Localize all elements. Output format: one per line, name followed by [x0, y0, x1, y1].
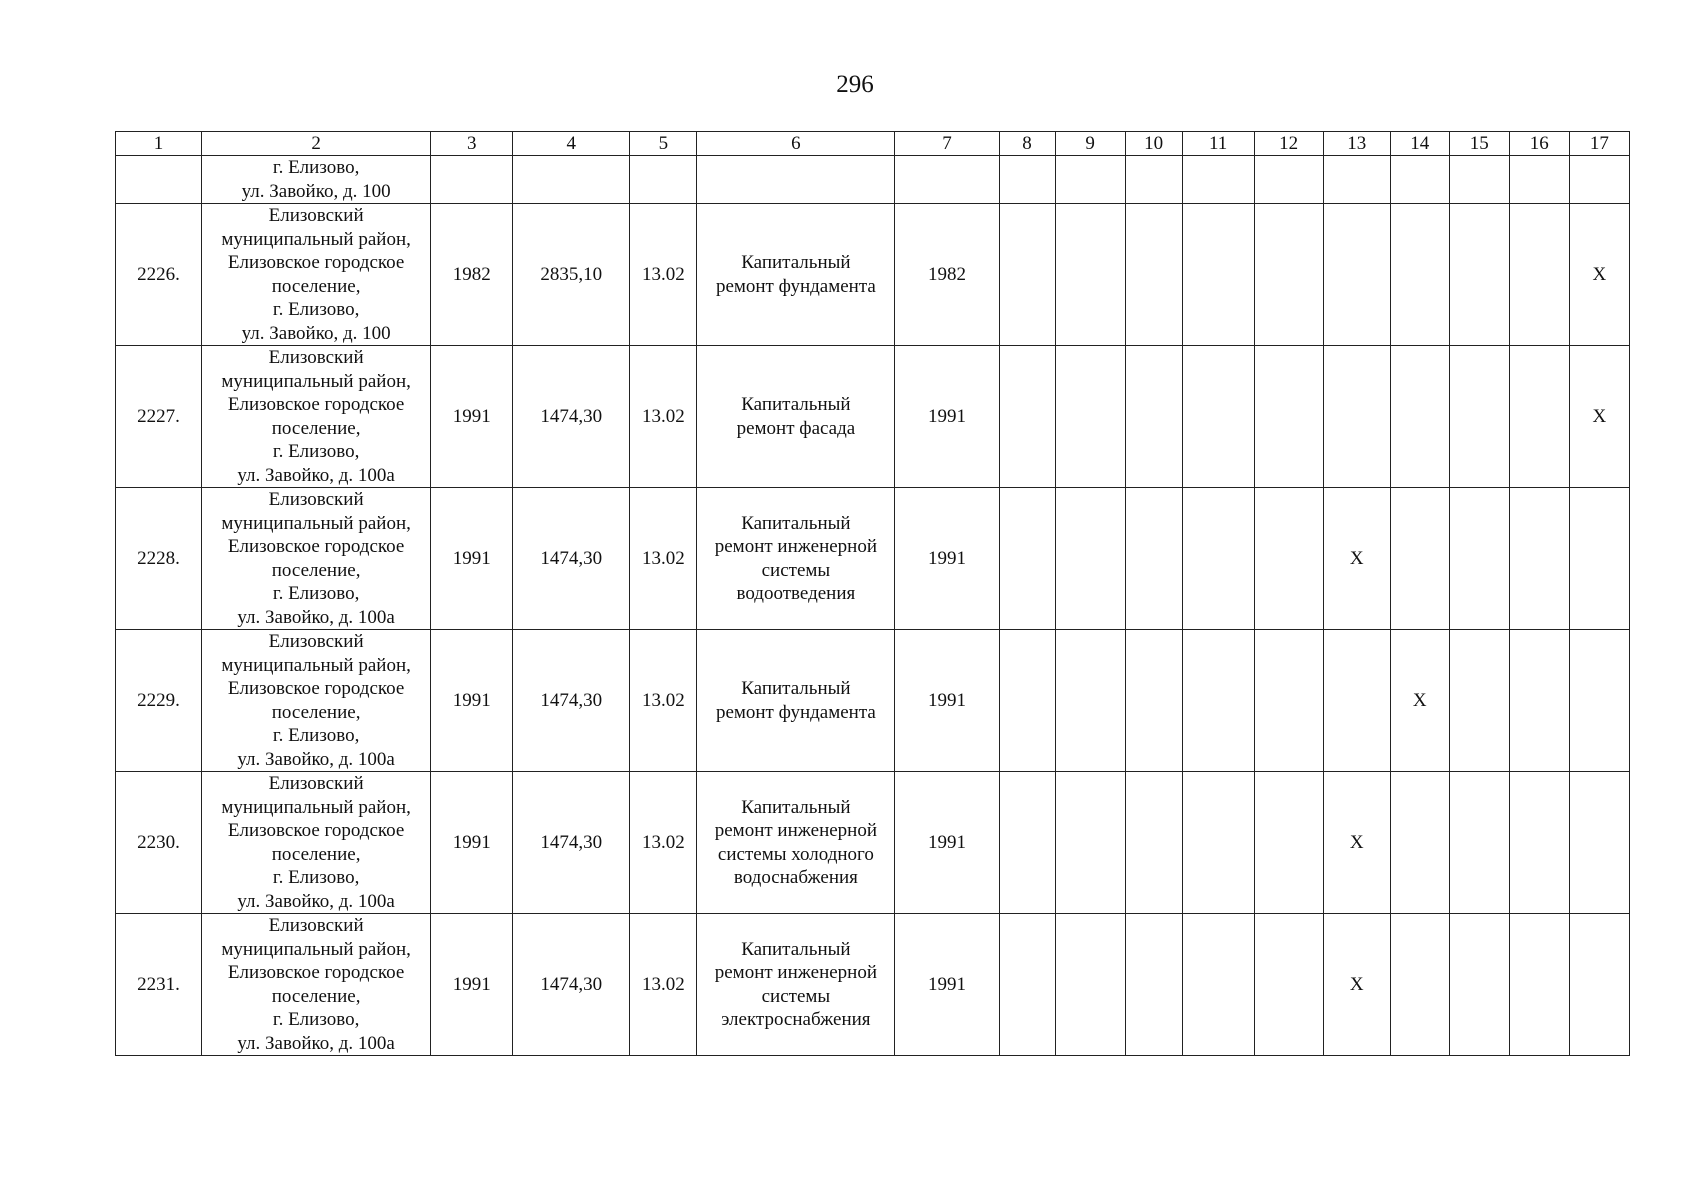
- column-header: 16: [1509, 132, 1569, 156]
- period-cell: [1125, 346, 1182, 488]
- year-cell: 1982: [431, 204, 513, 346]
- row-number-cell: [116, 156, 202, 204]
- period-cell: [1569, 772, 1629, 914]
- period-cell: [1509, 204, 1569, 346]
- column-header: 3: [431, 132, 513, 156]
- year-cell: 1991: [431, 914, 513, 1056]
- period-cell: [1449, 346, 1509, 488]
- period-cell: [1055, 772, 1125, 914]
- row-number-cell: 2229.: [116, 630, 202, 772]
- column-header: 2: [202, 132, 431, 156]
- period-cell: [1254, 346, 1323, 488]
- period-cell: [1569, 488, 1629, 630]
- code-cell: 13.02: [630, 346, 697, 488]
- address-cell: Елизовский муниципальный район, Елизовское городское поселение, г. Елизово, ул. Завойко, д. 100а: [202, 346, 431, 488]
- period-cell: [999, 630, 1055, 772]
- work-type-cell: Капитальный ремонт фасада: [697, 346, 895, 488]
- year-cell: 1991: [431, 630, 513, 772]
- period-cell: [999, 156, 1055, 204]
- period-cell: [1182, 488, 1254, 630]
- area-cell: 1474,30: [513, 772, 630, 914]
- period-cell: [1055, 914, 1125, 1056]
- period-cell: [1449, 772, 1509, 914]
- period-cell: [1125, 156, 1182, 204]
- work-year-cell: 1991: [895, 346, 999, 488]
- code-cell: 13.02: [630, 914, 697, 1056]
- page-number: 296: [836, 71, 874, 98]
- table-row: [116, 204, 1630, 346]
- period-cell: [1055, 204, 1125, 346]
- period-cell: [1323, 346, 1390, 488]
- period-cell: [1125, 914, 1182, 1056]
- period-cell: [1055, 488, 1125, 630]
- work-type-cell: Капитальный ремонт инженерной системы электроснабжения: [697, 914, 895, 1056]
- period-cell: [1254, 156, 1323, 204]
- period-cell: [1509, 346, 1569, 488]
- work-year-cell: 1991: [895, 630, 999, 772]
- work-type-cell: Капитальный ремонт инженерной системы холодного водоснабжения: [697, 772, 895, 914]
- column-header: 14: [1390, 132, 1449, 156]
- column-header: 13: [1323, 132, 1390, 156]
- period-cell: [999, 488, 1055, 630]
- period-cell: [1569, 914, 1629, 1056]
- code-cell: 13.02: [630, 204, 697, 346]
- period-cell: [1509, 914, 1569, 1056]
- address-cell: Елизовский муниципальный район, Елизовское городское поселение, г. Елизово, ул. Завойко, д. 100а: [202, 630, 431, 772]
- period-cell: [1390, 488, 1449, 630]
- row-number-cell: 2226.: [116, 204, 202, 346]
- column-header: 1: [116, 132, 202, 156]
- period-cell: [1390, 204, 1449, 346]
- year-cell: 1991: [431, 772, 513, 914]
- period-cell: [1569, 156, 1629, 204]
- column-header: 8: [999, 132, 1055, 156]
- column-header: 10: [1125, 132, 1182, 156]
- column-header: 17: [1569, 132, 1629, 156]
- period-cell: [1509, 156, 1569, 204]
- column-header: 12: [1254, 132, 1323, 156]
- period-cell: [1254, 488, 1323, 630]
- period-mark-cell: Х: [1323, 914, 1390, 1056]
- period-cell: [1254, 204, 1323, 346]
- period-cell: [1055, 630, 1125, 772]
- column-header: 7: [895, 132, 999, 156]
- work-year-cell: [895, 156, 999, 204]
- work-year-cell: 1982: [895, 204, 999, 346]
- address-cell: Елизовский муниципальный район, Елизовское городское поселение, г. Елизово, ул. Завойко, д. 100а: [202, 772, 431, 914]
- period-cell: [1390, 914, 1449, 1056]
- code-cell: 13.02: [630, 488, 697, 630]
- address-cell: Елизовский муниципальный район, Елизовское городское поселение, г. Елизово, ул. Завойко, д. 100а: [202, 488, 431, 630]
- register-table: [115, 131, 1630, 1056]
- period-cell: [999, 346, 1055, 488]
- period-cell: [1055, 156, 1125, 204]
- period-cell: [1449, 914, 1509, 1056]
- period-mark-cell: Х: [1323, 772, 1390, 914]
- period-cell: [1125, 772, 1182, 914]
- column-header: 4: [513, 132, 630, 156]
- row-number-cell: 2228.: [116, 488, 202, 630]
- period-cell: [1569, 630, 1629, 772]
- work-type-cell: Капитальный ремонт инженерной системы водоотведения: [697, 488, 895, 630]
- year-cell: [431, 156, 513, 204]
- work-type-cell: Капитальный ремонт фундамента: [697, 630, 895, 772]
- area-cell: 1474,30: [513, 346, 630, 488]
- address-cell: г. Елизово, ул. Завойко, д. 100: [202, 156, 431, 204]
- period-cell: [1182, 914, 1254, 1056]
- period-cell: [1509, 772, 1569, 914]
- code-cell: 13.02: [630, 630, 697, 772]
- work-type-cell: [697, 156, 895, 204]
- row-number-cell: 2230.: [116, 772, 202, 914]
- period-cell: [1055, 346, 1125, 488]
- address-cell: Елизовский муниципальный район, Елизовское городское поселение, г. Елизово, ул. Завойко, д. 100а: [202, 914, 431, 1056]
- year-cell: 1991: [431, 346, 513, 488]
- period-cell: [1509, 488, 1569, 630]
- period-cell: [1449, 204, 1509, 346]
- table-row: [116, 156, 1630, 204]
- table-row: [116, 488, 1630, 630]
- period-cell: [1509, 630, 1569, 772]
- period-cell: [1254, 630, 1323, 772]
- period-cell: [1449, 156, 1509, 204]
- period-cell: [1182, 772, 1254, 914]
- period-cell: [1323, 630, 1390, 772]
- work-type-cell: Капитальный ремонт фундамента: [697, 204, 895, 346]
- period-cell: [999, 772, 1055, 914]
- area-cell: 2835,10: [513, 204, 630, 346]
- period-cell: [1323, 204, 1390, 346]
- period-cell: [1125, 204, 1182, 346]
- column-header: 15: [1449, 132, 1509, 156]
- work-year-cell: 1991: [895, 914, 999, 1056]
- period-cell: [1323, 156, 1390, 204]
- period-cell: [1182, 156, 1254, 204]
- code-cell: [630, 156, 697, 204]
- area-cell: 1474,30: [513, 914, 630, 1056]
- period-cell: [1449, 488, 1509, 630]
- period-cell: [999, 204, 1055, 346]
- table-body: [116, 156, 1630, 1056]
- work-year-cell: 1991: [895, 772, 999, 914]
- period-cell: [1182, 346, 1254, 488]
- period-mark-cell: Х: [1569, 204, 1629, 346]
- row-number-cell: 2227.: [116, 346, 202, 488]
- period-cell: [1182, 630, 1254, 772]
- period-cell: [1390, 772, 1449, 914]
- row-number-cell: 2231.: [116, 914, 202, 1056]
- period-cell: [1182, 204, 1254, 346]
- address-cell: Елизовский муниципальный район, Елизовское городское поселение, г. Елизово, ул. Завойко, д. 100: [202, 204, 431, 346]
- work-year-cell: 1991: [895, 488, 999, 630]
- period-cell: [1125, 488, 1182, 630]
- column-number-header-row: [116, 132, 1630, 156]
- area-cell: 1474,30: [513, 488, 630, 630]
- column-header: 6: [697, 132, 895, 156]
- period-mark-cell: Х: [1323, 488, 1390, 630]
- table-row: [116, 630, 1630, 772]
- period-cell: [1390, 346, 1449, 488]
- period-cell: [1125, 630, 1182, 772]
- area-cell: [513, 156, 630, 204]
- area-cell: 1474,30: [513, 630, 630, 772]
- code-cell: 13.02: [630, 772, 697, 914]
- table-row: [116, 346, 1630, 488]
- period-cell: [1254, 914, 1323, 1056]
- column-header: 9: [1055, 132, 1125, 156]
- period-cell: [1390, 156, 1449, 204]
- year-cell: 1991: [431, 488, 513, 630]
- period-mark-cell: Х: [1390, 630, 1449, 772]
- table-row: [116, 914, 1630, 1056]
- period-mark-cell: Х: [1569, 346, 1629, 488]
- table-row: [116, 772, 1630, 914]
- column-header: 11: [1182, 132, 1254, 156]
- period-cell: [1254, 772, 1323, 914]
- period-cell: [1449, 630, 1509, 772]
- period-cell: [999, 914, 1055, 1056]
- column-header: 5: [630, 132, 697, 156]
